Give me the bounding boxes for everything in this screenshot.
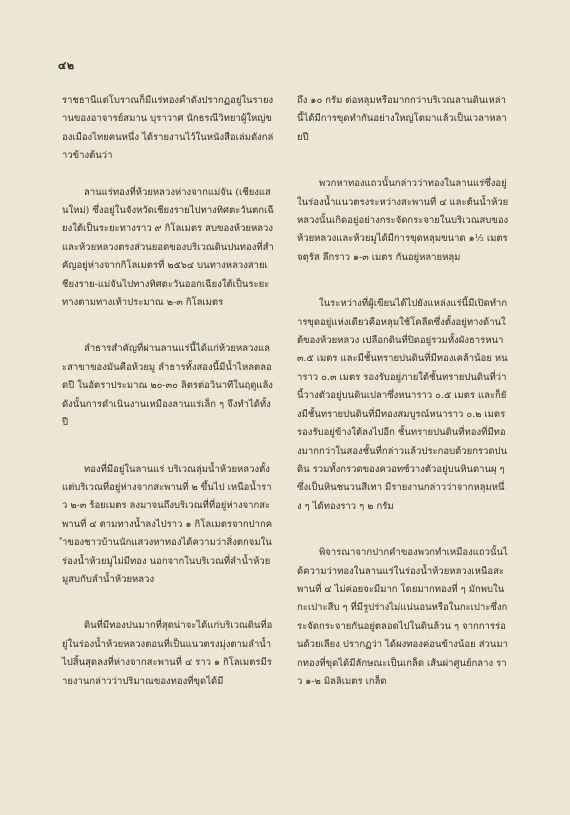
paragraph: ลานแร่ทองที่ห้วยหลวงห่างจากแม่จัน (เชียงแสนใหม่) ซึ่งอยู่ในจังหวัดเชียงรายไปทางทิศตะวันตกเฉียงใต้เป็นระยะทางราว ๙ กิโลเมตร สบของห้วยหลวงและห้วยหลวงตรงส่วนยอดของบริเวณดินปนทองที่สำคัญอยู่ห่างจากกิโลเมตรที่ ๒๕๖๔ บนทางหลวงสายเชียงราย-แม่จันไปทางทิศตะวันออกเฉียงใต้เป็นระยะทางตามทางเท้าประมาณ ๒-๓ กิโลเมตร [62, 186, 274, 309]
right-column [297, 92, 509, 691]
left-column [62, 92, 274, 691]
paragraph: ลำธารสำคัญที่ผ่านลานแร่นี้ได้แก่ห้วยหลวงและสาขาของมันคือห้วยมู ลำธารทั้งสองนี้มีน้ำไหลตลอดปี ในอัตราประมาณ ๒๐-๓๐ ลิตรต่อวินาทีในฤดูแล้ง ดังนั้นการดำเนินงานเหมืองลานแร่เล็ก ๆ จึงทำได้ทั้งปี [62, 343, 273, 429]
paragraph: ราชธานีแต่โบราณก็มีแร่ทองคำดังปรากฏอยู่ในรายงานของอาจารย์สมาน บุราวาศ นักธรณีวิทยาผู้ใหญ่ของเมืองไทยคนหนึ่ง ได้รายงานไว้ในหนังสือเล่มดังกล่าวข้างต้นว่า [62, 95, 274, 162]
paragraph: ทองที่มีอยู่ในลานแร่ บริเวณลุ่มน้ำห้วยหลวงตั้งแต่บริเวณที่อยู่ห่างจากสะพานที่ ๒ ขึ้นไป เหนือน้ำราว ๒-๓ ร้อยเมตร ลงมาจนถึงบริเวณที่ที่อยู่ห่างจากสะพานที่ ๔ ตามทางน้ำลงไปราว ๑ กิโลเมตรจากปากคำของชาวบ้านนักแสวงหาทองได้ความว่าสิ่งตกจมในร่องน้ำห้วยมูไม่มีทอง นอกจากในบริเวณที่ลำน้ำห้วยมูสบกับลำน้ำห้วยหลวง [62, 463, 273, 585]
paragraph: พวกหาทองแถวนั้นกล่าวว่าทองในลานแร่ซึ่งอยู่ในร่องน้ำแนวตรงระหว่างสะพานที่ ๔ และต้นน้ำห้วยหลวงนั้นเกิดอยู่อย่างกระจัดกระจายในบริเวณสบของห้วยหลวงและห้วยมูได้มีการขุดหลุมขนาด ๑½ เมตรจตุรัส ลึกราว ๑-๓ เมตร กันอยู่หลายหลุม [297, 178, 509, 263]
paragraph: พิจารณาจากปากคำของพวกทำเหมืองแถวนั้นได้ความว่าทองในลานแร่ในร่องน้ำห้วยหลวงเหนือสะพานที่ ๔ ไม่ค่อยจะมีมาก โดยมากทองที่ ๆ มักพบในกะเปาะสีบ ๆ ที่มีรูปร่างไม่แน่นอนหรือในกะเปาะซึ่งกระจัดกระจายกันอยู่ตลอดไปในดินล้วน ๆ จากการร่อนด้วยเลียง ปรากฏว่า ได้ผงทองค่อนข้างน้อย ส่วนมากทองที่ขุดได้มีลักษณะเป็นเกล็ด เส้นผ่าศูนย์กลาง ราว ๑-๒ มิลลิเมตร เกล็ด [297, 547, 508, 687]
paragraph: ดินที่มีทองปนมากที่สุดน่าจะได้แก่บริเวณดินที่อยู่ในร่องน้ำห้วยหลวงตอนที่เป็นแนวตรงมุ่งตามลำน้ำไปสิ้นสุดลงที่ห่างจากสะพานที่ ๔ ราว ๑ กิโลเมตรมีรายงานกล่าวว่าปริมาณของทองที่ขุดได้มี [62, 620, 273, 687]
page-number: ๔๒ [58, 59, 75, 72]
paragraph: ในระหว่างที่ผู้เขียนได้ไปยังแหล่งแร่นี้มีเปิดทำการขุดอยู่แห่งเดียวคือหลุมใช้โคลีดซึ่งตั้งอยู่ทางด้านใต้ของห้วยหลวง เปลือกดินที่ปิดอยู่รวมทั้งผังธารหนา ๓.๕ เมตร และมีชั้นทรายปนดินที่มีทองเคล้าน้อย หนาราว ๐.๓ เมตร รองรับอยู่ภายใต้ชั้นทรายปนดินที่ว่านี้วางตัวอยู่บนดินเปลาซึ่งหนาราว ๐.๕ เมตร และก็ยังมีชั้นทรายปนดินที่มีทองสมบูรณ์หนาราว ๐.๒ เมตร รองรับอยู่ข้างใต้ลงไปอีก ชั้นทรายปนดินที่ทองที่มีทองมากกว่าในสองชั้นที่กล่าวแล้วประกอบด้วยกรวดปนดิน รวมทั้งกรวดของควอทซ์วางตัวอยู่บนหินดานผุ ๆ ซึ่งเป็นหินชนวนสีเทา มีรายงานกล่าวว่าจากหลุมหนึ่ง ๆ ได้ทองราว ๆ ๒ กรัม [297, 298, 508, 512]
paragraph: ถึง ๑๐ กรัม ต่อหลุมหรือมากกว่าบริเวณลานดินเหล่านี้ได้มีการขุดทำกันอย่างใหญ่โตมาแล้วเป็นเวลาหลายปี [297, 95, 507, 143]
